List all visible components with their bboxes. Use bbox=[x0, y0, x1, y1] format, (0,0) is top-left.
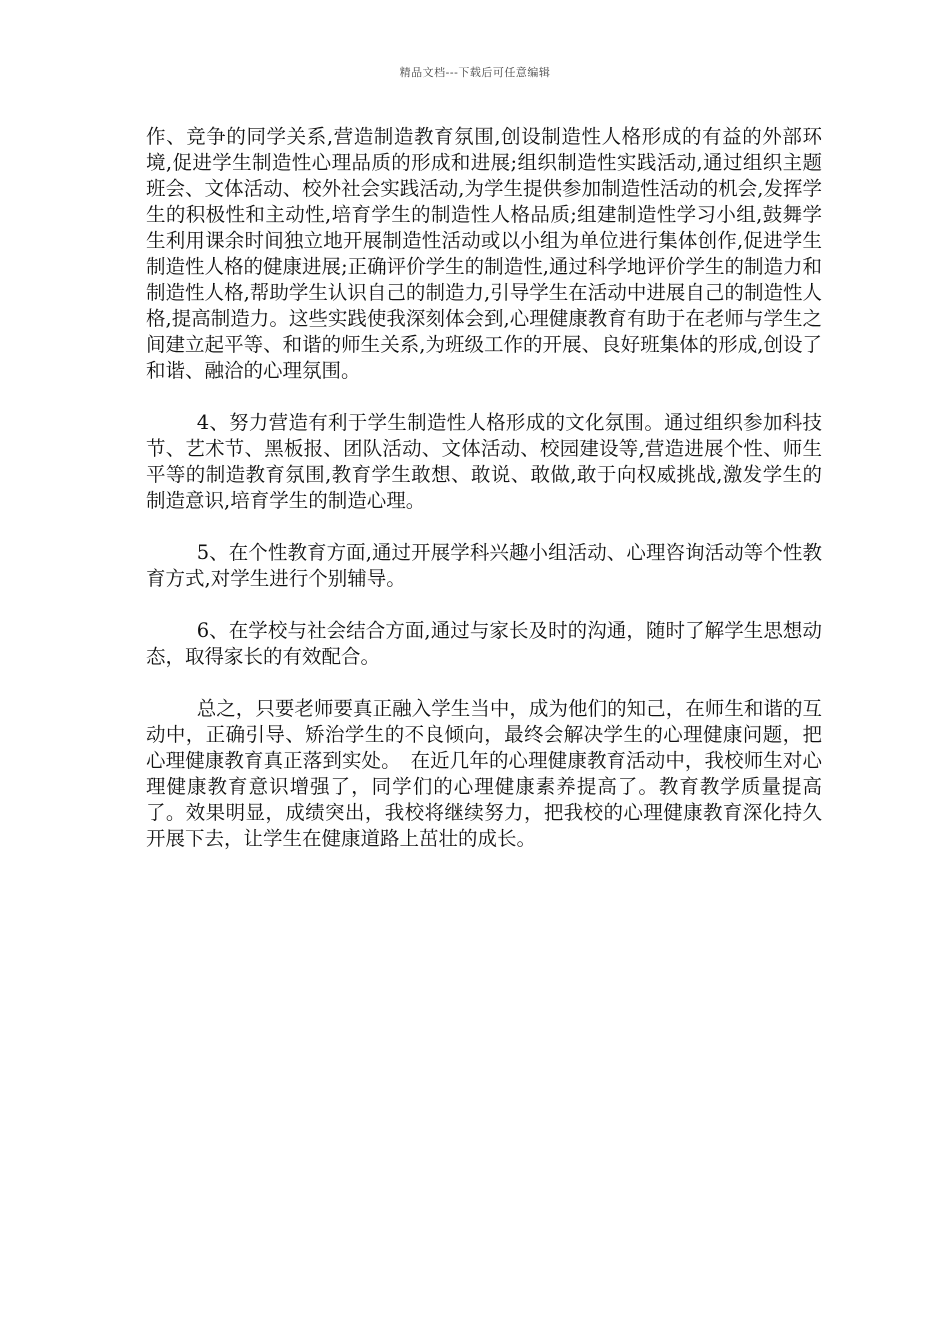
paragraph-1: 作、竞争的同学关系,营造制造教育氛围,创设制造性人格形成的有益的外部环境,促进学生制造性心理品质的形成和进展;组织制造性实践活动,通过组织主题班会、文体活动、校外社会实践活动,为学生提供参加制造性活动的机会,发挥学生的积极性和主动性,培育学生的制造性人格品质;组建制造性学习小组,鼓舞学生利用课余时间独立地开展制造性活动或以小组为单位进行集体创作,促进学生制造性人格的健康进展;正确评价学生的制造性,通过科学地评价学生的制造力和制造性人格,帮助学生认识自己的制造力,引导学生在活动中进展自己的制造性人格,提高制造力。这些实践使我深刻体会到,心理健康教育有助于在老师与学生之间建立起平等、和谐的师生关系,为班级工作的开展、良好班集体的形成,创设了和谐、融洽的心理氛围。 bbox=[146, 125, 822, 382]
paragraph-4: 6、在学校与社会结合方面,通过与家长及时的沟通，随时了解学生思想动态，取得家长的有效配合。 bbox=[146, 619, 822, 668]
document-body bbox=[146, 124, 822, 852]
paragraph-2: 4、努力营造有利于学生制造性人格形成的文化氛围。通过组织参加科技节、艺术节、黑板报、团队活动、文体活动、校园建设等,营造进展个性、师生平等的制造教育氛围,教育学生敢想、敢说、敢做,敢于向权威挑战,激发学生的制造意识,培育学生的制造心理。 bbox=[146, 411, 822, 512]
paragraph-gap bbox=[146, 592, 822, 618]
paragraph-gap bbox=[146, 514, 822, 540]
paragraph-gap bbox=[146, 384, 822, 410]
paragraph-3: 5、在个性教育方面,通过开展学科兴趣小组活动、心理咨询活动等个性教育方式,对学生进行个别辅导。 bbox=[146, 541, 822, 590]
paragraph-gap bbox=[146, 670, 822, 696]
paragraph-5: 总之，只要老师要真正融入学生当中，成为他们的知己，在师生和谐的互动中，正确引导、矫治学生的不良倾向，最终会解决学生的心理健康问题，把心理健康教育真正落到实处。 在近几年的心理健康教育活动中，我校师生对心理健康教育意识增强了，同学们的心理健康素养提高了。教育教学质量提高了。效果明显，成绩突出，我校将继续努力，把我校的心理健康教育深化持久开展下去，让学生在健康道路上茁壮的成长。 bbox=[146, 697, 822, 850]
page-header: 精品文档---下载后可任意编辑 bbox=[399, 66, 551, 79]
